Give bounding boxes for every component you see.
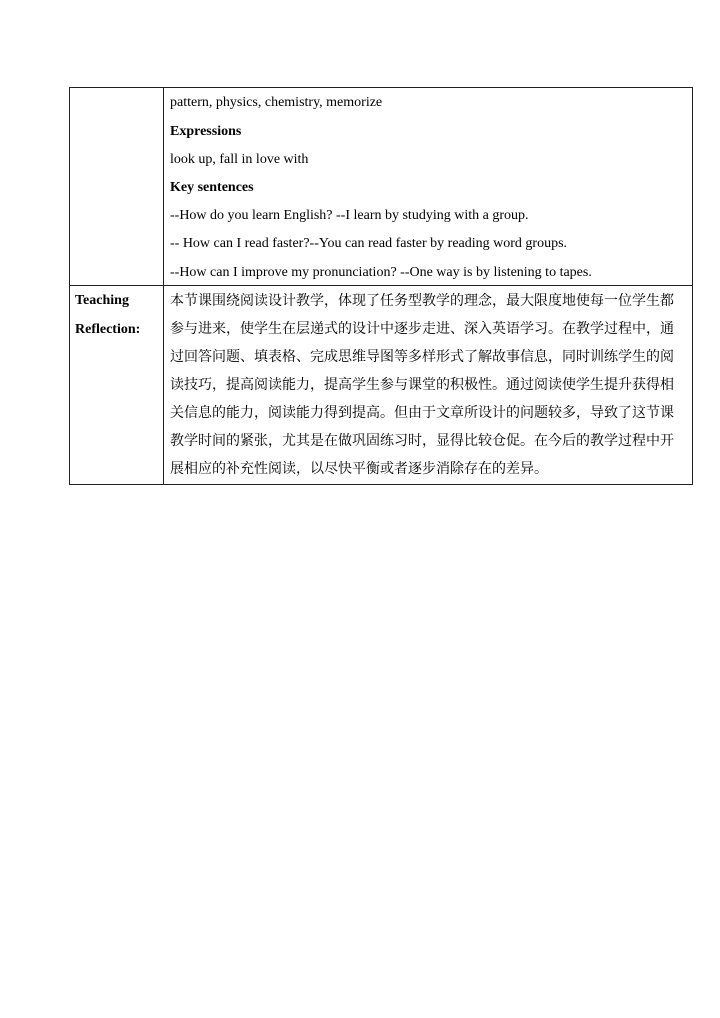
expressions-list: look up, fall in love with <box>170 152 309 167</box>
key-language-row <box>70 88 692 286</box>
key-sentence-3: --How can I improve my pronunciation? --One way is by listening to tapes. <box>170 265 592 280</box>
reflection-text-line: 过回答问题、填表格、完成思维导图等多样形式了解故事信息，同时训练学生的阅 <box>170 349 674 365</box>
reflection-text-line: 参与进来，使学生在层递式的设计中逐步走进、深入英语学习。在教学过程中，通 <box>170 321 674 337</box>
teaching-reflection-content-cell <box>164 286 692 485</box>
reflection-text-line: 关信息的能力，阅读能力得到提高。但由于文章所设计的问题较多，导致了这节课 <box>170 405 674 421</box>
reflection-text-line: 教学时间的紧张，尤其是在做巩固练习时，显得比较仓促。在今后的教学过程中开 <box>170 433 674 449</box>
key-sentence-1: --How do you learn English? --I learn by studying with a group. <box>170 208 529 223</box>
expressions-heading: Expressions <box>170 124 242 139</box>
teaching-label: Teaching <box>75 293 129 308</box>
reflection-text-line: 读技巧，提高阅读能力，提高学生参与课堂的积极性。通过阅读使学生提升获得相 <box>170 377 674 393</box>
reflection-text-line: 展相应的补充性阅读，以尽快平衡或者逐步消除存在的差异。 <box>170 461 548 477</box>
key-language-label-cell <box>70 88 163 285</box>
key-language-content-cell <box>164 88 692 285</box>
lesson-table <box>69 87 693 485</box>
reflection-text-line: 本节课围绕阅读设计教学，体现了任务型教学的理念，最大限度地使每一位学生都 <box>170 293 674 309</box>
key-sentences-heading: Key sentences <box>170 180 254 195</box>
reflection-label: Reflection: <box>75 322 141 337</box>
teaching-reflection-label-cell <box>70 286 163 485</box>
vocabulary-words: pattern, physics, chemistry, memorize <box>170 95 383 110</box>
key-sentence-2: -- How can I read faster?--You can read faster by reading word groups. <box>170 236 568 251</box>
teaching-reflection-row <box>70 286 692 485</box>
